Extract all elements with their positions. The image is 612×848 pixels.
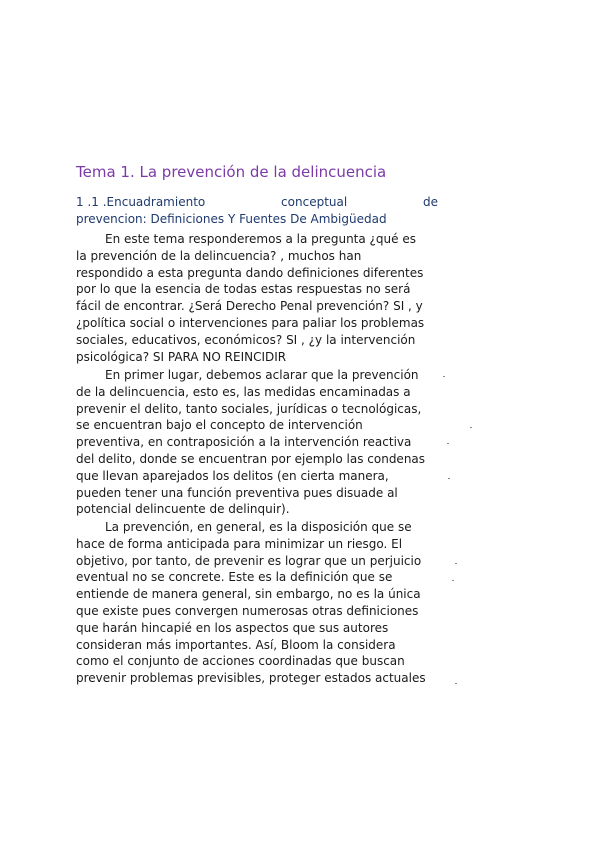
section-heading-part: 1 .1 .Encuadramiento: [76, 195, 206, 209]
scan-speck: [443, 376, 445, 377]
scan-speck: [470, 427, 472, 428]
text-line: La prevención, en general, es la disposición que se: [105, 520, 412, 534]
scan-speck: [455, 683, 457, 684]
text-line: preventiva, en contraposición a la intervención reactiva: [76, 435, 412, 450]
text-line: del delito, donde se encuentran por ejemplo las condenas: [76, 451, 426, 466]
text-line: prevenir problemas previsibles, proteger estados actuales: [76, 671, 426, 686]
text-line: En primer lugar, debemos aclarar que la prevención: [105, 368, 419, 382]
text-line: que existe pues convergen numerosas otras definiciones: [76, 603, 419, 618]
text-line: la prevención de la delincuencia? , muchos han: [76, 248, 362, 263]
text-line: pueden tener una función preventiva pues disuade al: [76, 485, 398, 500]
text-line: sociales, educativos, económicos? SI , ¿y la intervención: [76, 332, 416, 347]
section-heading-part: de: [423, 195, 438, 209]
text-line: objetivo, por tanto, de prevenir es lograr que un perjuicio: [76, 553, 422, 568]
section-heading-line-2: prevencion: Definiciones Y Fuentes De Ambigüedad: [76, 211, 387, 226]
text-line: eventual no se concrete. Este es la definición que se: [76, 570, 393, 585]
text-line: de la delincuencia, esto es, las medidas encaminadas a: [76, 384, 411, 399]
text-line: prevenir el delito, tanto sociales, jurídicas o tecnológicas,: [76, 401, 422, 416]
text-line: se encuentran bajo el concepto de intervención: [76, 418, 363, 433]
text-line: consideran más importantes. Así, Bloom la considera: [76, 637, 396, 652]
text-line: hace de forma anticipada para minimizar un riesgo. El: [76, 536, 403, 551]
text-line: psicológica? SI PARA NO REINCIDIR: [76, 349, 287, 364]
paragraph-2: [76, 367, 438, 518]
text-line: potencial delincuente de delinquir).: [76, 502, 290, 517]
section-heading-line-1: [76, 194, 438, 211]
text-line: fácil de encontrar. ¿Será Derecho Penal prevención? SI , y: [76, 299, 423, 314]
text-line: por lo que la esencia de todas estas respuestas no será: [76, 282, 411, 297]
section-heading: [76, 194, 438, 227]
scan-speck: [455, 563, 457, 564]
paragraph-3: [76, 519, 438, 687]
text-line: que harán hincapié en los aspectos que sus autores: [76, 620, 389, 635]
text-line: En este tema responderemos a la pregunta ¿qué es: [105, 232, 416, 246]
section-heading-part: conceptual: [281, 195, 348, 209]
document-title: Tema 1. La prevención de la delincuencia: [76, 163, 387, 181]
text-line: que llevan aparejados los delitos (en cierta manera,: [76, 468, 389, 483]
scan-speck: [452, 580, 454, 581]
text-line: como el conjunto de acciones coordinadas que buscan: [76, 654, 405, 669]
scan-speck: [447, 443, 449, 444]
text-line: entiende de manera general, sin embargo, no es la única: [76, 587, 421, 602]
text-line: respondido a esta pregunta dando definiciones diferentes: [76, 265, 424, 280]
text-line: ¿política social o intervenciones para paliar los problemas: [76, 315, 425, 330]
paragraph-1: [76, 231, 438, 365]
scan-speck: [448, 478, 450, 479]
